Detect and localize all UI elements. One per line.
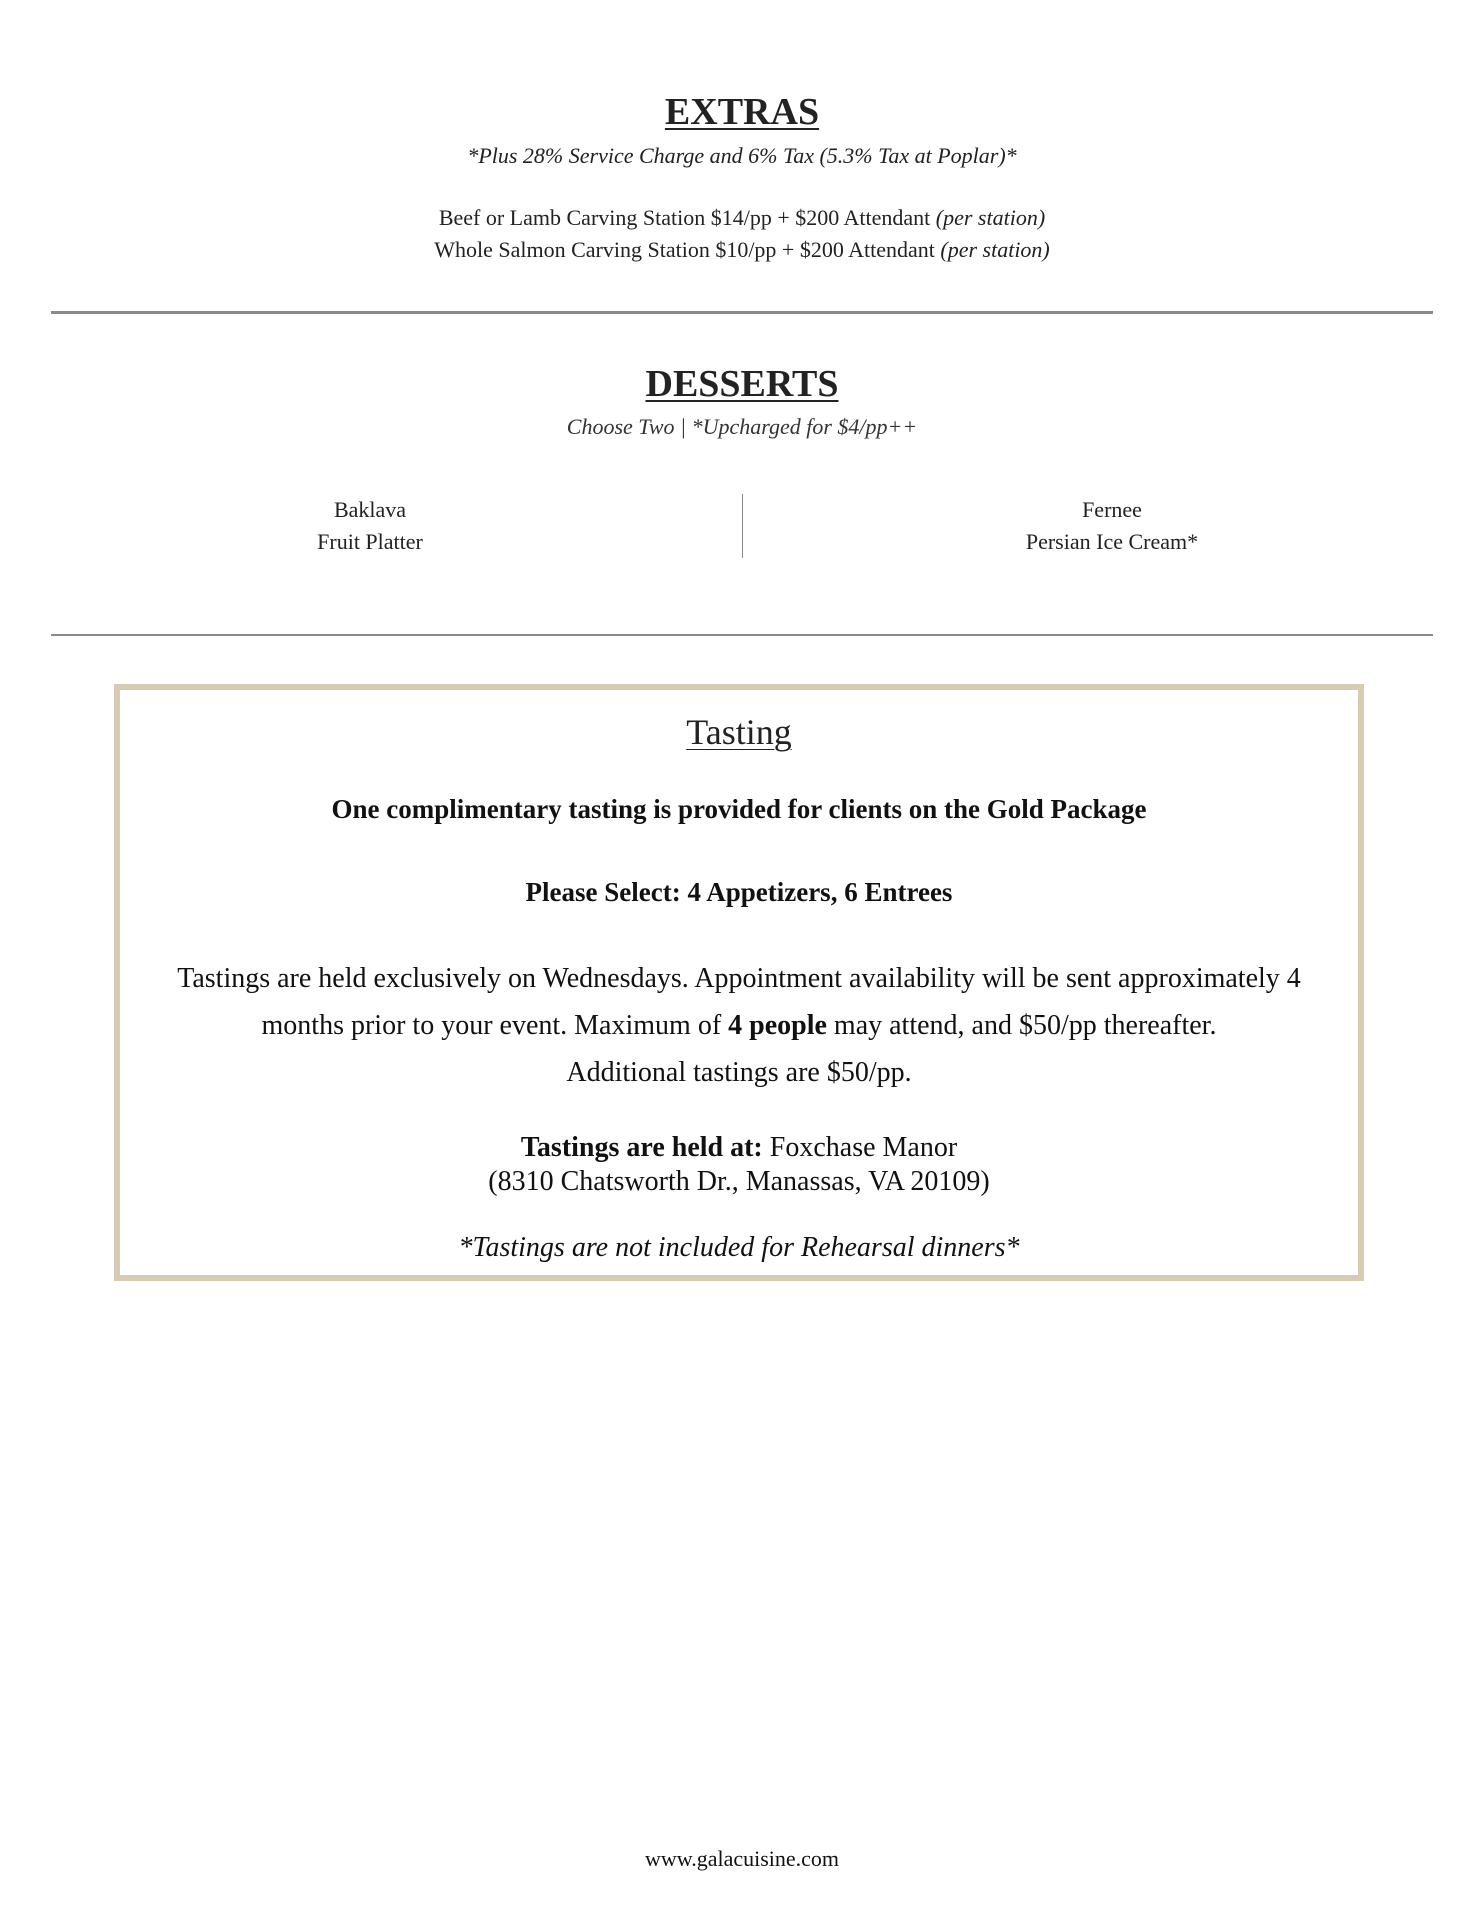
tasting-complimentary-note: One complimentary tasting is provided for clients on the Gold Package — [331, 794, 1147, 824]
dessert-item: Baklava — [333, 497, 407, 522]
desserts-right-column — [912, 494, 1312, 558]
tasting-address: (8310 Chatsworth Dr., Manassas, VA 20109) — [488, 1166, 990, 1197]
section-divider — [51, 311, 1433, 314]
desserts-heading: DESSERTS — [645, 363, 839, 405]
dessert-item: Fruit Platter — [317, 529, 423, 554]
extras-item-text: Beef or Lamb Carving Station $14/pp + $200 Attendant — [438, 205, 936, 230]
tasting-additional-cost: Additional tastings are $50/pp. — [566, 1057, 912, 1088]
extras-list — [0, 202, 1484, 266]
extras-item — [0, 234, 1484, 266]
tasting-location — [120, 1131, 1358, 1199]
extras-item-note: (per station) — [935, 205, 1046, 230]
section-divider — [51, 634, 1433, 636]
tasting-location-label: Tastings are held at: — [520, 1132, 763, 1163]
tasting-heading: Tasting — [686, 712, 792, 752]
footer-website: www.galacuisine.com — [644, 1846, 840, 1871]
extras-item — [0, 202, 1484, 234]
tasting-selection-note: Please Select: 4 Appetizers, 6 Entrees — [525, 877, 953, 907]
desserts-subtitle: Choose Two | *Upcharged for $4/pp++ — [566, 414, 918, 439]
extras-heading: EXTRAS — [664, 91, 820, 133]
tasting-max-people: 4 people — [728, 1010, 827, 1041]
tasting-venue: Foxchase Manor — [762, 1132, 958, 1163]
desserts-column-divider — [742, 494, 743, 558]
extras-item-note: (per station) — [940, 237, 1050, 262]
tasting-rehearsal-note: *Tastings are not included for Rehearsal dinners* — [458, 1232, 1020, 1263]
tasting-details-text: Tastings are held exclusively on Wednesdays. Appointment availability will be sent approximately 4 months prior to your event. Maximum of — [177, 963, 1301, 1041]
extras-service-charge-note: *Plus 28% Service Charge and 6% Tax (5.3% Tax at Poplar)* — [467, 143, 1017, 168]
dessert-item: Fernee — [1082, 497, 1142, 522]
tasting-details — [150, 955, 1328, 1096]
tasting-details-text: may attend, and $50/pp thereafter. — [826, 1010, 1217, 1041]
tasting-box — [114, 684, 1364, 1281]
desserts-left-column — [170, 494, 570, 558]
dessert-item: Persian Ice Cream* — [1025, 529, 1199, 554]
extras-item-text: Whole Salmon Carving Station $10/pp + $200 Attendant — [434, 237, 941, 262]
